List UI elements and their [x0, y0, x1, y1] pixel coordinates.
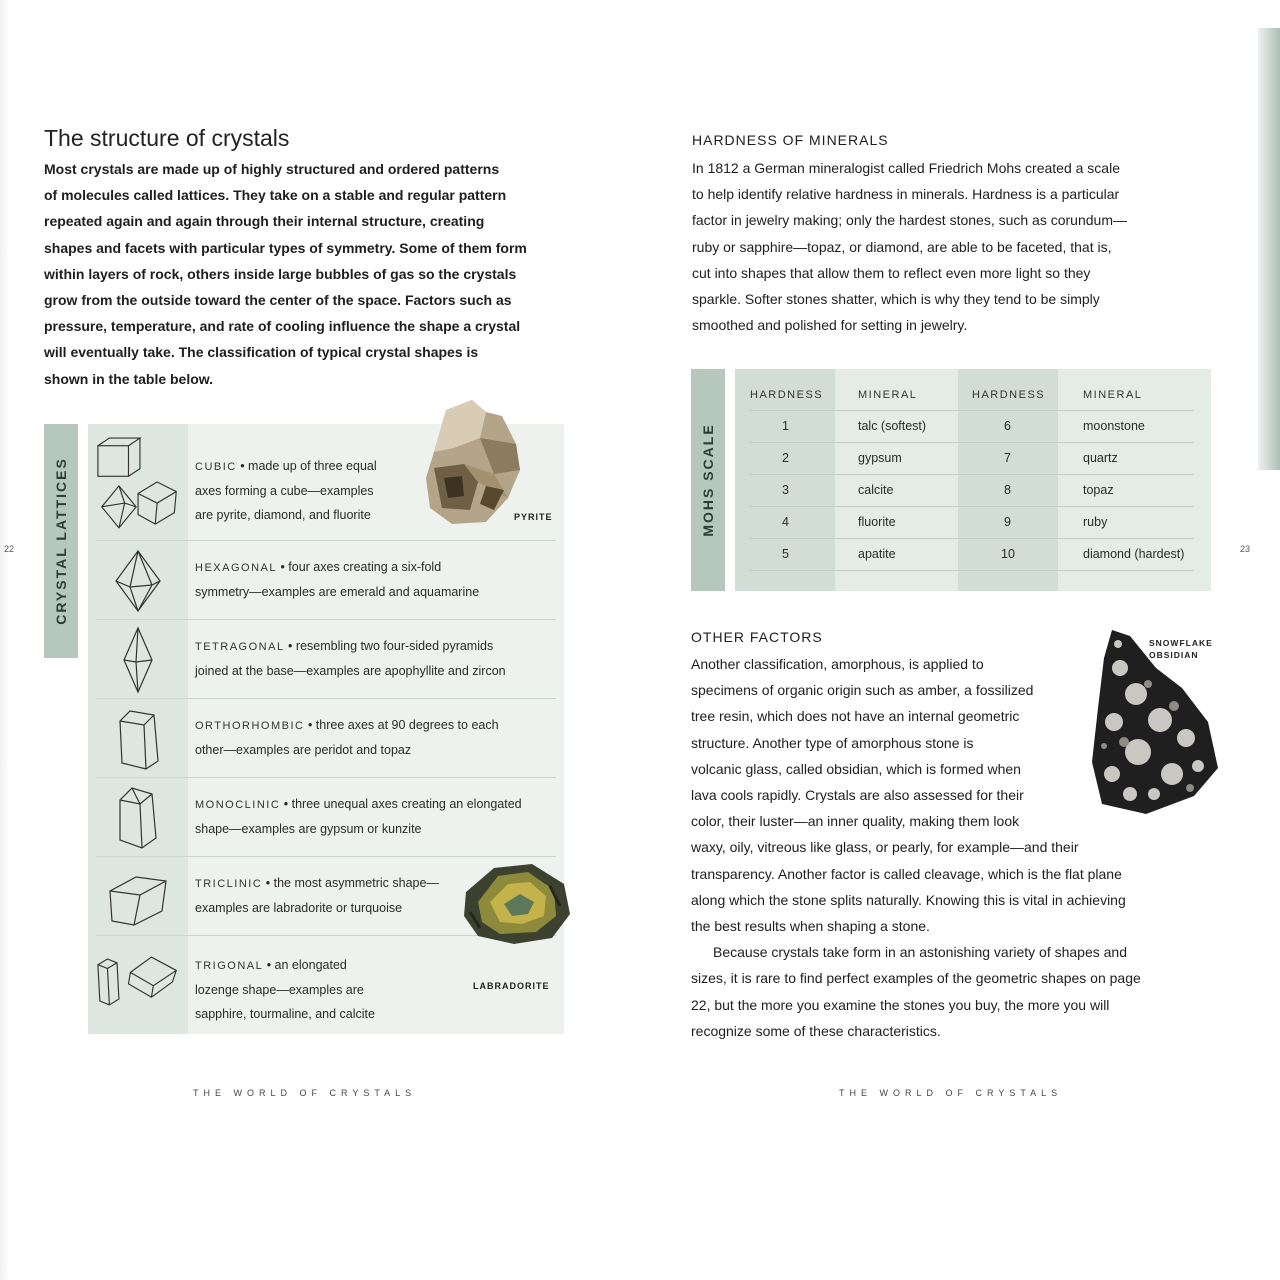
- mohs-cell: calcite: [858, 483, 894, 497]
- mohs-cell: 8: [1004, 483, 1011, 497]
- mohs-header: MINERAL: [858, 389, 918, 401]
- lattice-text: • three unequal axes creating an elongated: [280, 797, 522, 811]
- body-line: cut into shapes that allow them to reflect even more light so they: [692, 264, 1091, 281]
- mohs-scale-label: MOHS SCALE: [700, 423, 716, 537]
- mohs-cell: 1: [782, 419, 789, 433]
- mohs-cell: apatite: [858, 547, 896, 561]
- lattice-text: other—examples are peridot and topaz: [195, 743, 412, 757]
- left-page-edge: [0, 0, 10, 1280]
- lattice-desc-monoclinic: [195, 792, 522, 841]
- body-line: specimens of organic origin such as amber, a fossilized: [691, 682, 1034, 699]
- mohs-cell: quartz: [1083, 451, 1118, 465]
- mohs-cell: 2: [782, 451, 789, 465]
- mohs-cell: gypsum: [858, 451, 902, 465]
- body-line: factor in jewelry making; only the hardest stones, such as corundum—: [692, 212, 1127, 229]
- labradorite-label: LABRADORITE: [473, 981, 550, 991]
- monoclinic-shape-icon: [96, 786, 182, 850]
- intro-paragraph: [44, 156, 574, 392]
- mohs-cell: topaz: [1083, 483, 1114, 497]
- mohs-cell: 3: [782, 483, 789, 497]
- orthorhombic-shape-icon: [96, 707, 182, 771]
- lattice-term: TRIGONAL: [195, 960, 264, 972]
- trigonal-shape-icon: [96, 950, 182, 1010]
- body-line: recognize some of these characteristics.: [691, 1022, 941, 1039]
- intro-line: within layers of rock, others inside large bubbles of gas so the crystals: [44, 265, 517, 282]
- body-line: the best results when shaping a stone.: [691, 918, 930, 935]
- body-line: transparency. Another factor is called cleavage, which is the flat plane: [691, 865, 1122, 882]
- body-line: sizes, it is rare to find perfect examples of the geometric shapes on page: [691, 970, 1141, 987]
- mohs-cell: fluorite: [858, 515, 896, 529]
- tetragonal-shape-icon: [96, 626, 182, 694]
- body-line: along which the stone splits naturally. Knowing this is vital in achieving: [691, 891, 1126, 908]
- body-line: tree resin, which does not have an internal geometric: [691, 708, 1020, 725]
- intro-line: grow from the outside toward the center of the space. Factors such as: [44, 292, 512, 309]
- lattice-term: TETRAGONAL: [195, 641, 285, 653]
- lattice-desc-trigonal: [195, 953, 375, 1026]
- crystal-lattices-tab: [44, 424, 78, 658]
- mohs-cell: diamond (hardest): [1083, 547, 1185, 561]
- lattice-term: TRICLINIC: [195, 878, 263, 890]
- body-line: 22, but the more you examine the stones you buy, the more you will: [691, 996, 1110, 1013]
- body-line: lava cools rapidly. Crystals are also assessed for their: [691, 787, 1024, 804]
- other-factors-heading: OTHER FACTORS: [691, 629, 823, 645]
- lattice-term: HEXAGONAL: [195, 562, 277, 574]
- page-title: The structure of crystals: [44, 125, 290, 151]
- hardness-heading: HARDNESS OF MINERALS: [692, 132, 889, 148]
- pyrite-specimen-image: [424, 398, 524, 530]
- body-line: Another classification, amorphous, is applied to: [691, 656, 984, 672]
- body-line: color, their luster—an inner quality, making them look: [691, 813, 1020, 830]
- lattice-text: symmetry—examples are emerald and aquamarine: [195, 585, 480, 599]
- body-line: ruby or sapphire—topaz, or diamond, are able to be faceted, that is,: [692, 238, 1112, 255]
- lattice-text: lozenge shape—examples are: [195, 983, 364, 997]
- lattice-text: • four axes creating a six-fold: [276, 560, 442, 574]
- mohs-header: HARDNESS: [750, 389, 824, 401]
- body-line: Because crystals take form in an astonishing variety of shapes and: [713, 944, 1127, 961]
- intro-line: will eventually take. The classification of typical crystal shapes is: [44, 344, 479, 361]
- body-line: In 1812 a German mineralogist called Friedrich Mohs created a scale: [692, 160, 1120, 176]
- footer-right: THE WORLD OF CRYSTALS: [839, 1088, 1063, 1098]
- pyrite-label: PYRITE: [514, 512, 553, 522]
- lattice-text: are pyrite, diamond, and fluorite: [195, 508, 371, 522]
- lattice-text: shape—examples are gypsum or kunzite: [195, 822, 422, 836]
- body-line: smoothed and polished for setting in jewelry.: [692, 317, 968, 334]
- lattice-term: ORTHORHOMBIC: [195, 720, 305, 732]
- lattice-term: MONOCLINIC: [195, 799, 281, 811]
- lattice-row-monoclinic: [96, 778, 556, 857]
- specimen-label-line: SNOWFLAKE: [1149, 638, 1213, 648]
- lattice-text: examples are labradorite or turquoise: [195, 901, 403, 915]
- body-line: structure. Another type of amorphous stone is: [691, 734, 974, 751]
- page-number-left: 22: [4, 544, 15, 554]
- mohs-scale-tab: [691, 369, 725, 591]
- intro-line: shapes and facets with particular types of symmetry. Some of them form: [44, 239, 527, 256]
- snowflake-obsidian-label: [1149, 637, 1213, 661]
- intro-line: of molecules called lattices. They take on a stable and regular pattern: [44, 187, 507, 204]
- lattice-desc-orthorhombic: [195, 713, 499, 762]
- labradorite-specimen-image: [460, 862, 572, 946]
- lattice-text: sapphire, tourmaline, and calcite: [195, 1007, 375, 1021]
- lattice-desc-tetragonal: [195, 634, 506, 683]
- lattice-text: • resembling two four-sided pyramids: [284, 639, 494, 653]
- body-line: sparkle. Softer stones shatter, which is why they tend to be simply: [692, 291, 1100, 308]
- lattice-text: • the most asymmetric shape—: [262, 876, 439, 890]
- right-page-edge: [1258, 28, 1280, 470]
- mohs-header: MINERAL: [1083, 389, 1143, 401]
- intro-line: pressure, temperature, and rate of cooling influence the shape a crystal: [44, 318, 521, 335]
- body-line: to help identify relative hardness in minerals. Hardness is a particular: [692, 186, 1120, 203]
- triclinic-shape-icon: [96, 867, 182, 927]
- footer-left: THE WORLD OF CRYSTALS: [193, 1088, 417, 1098]
- mohs-cell: 9: [1004, 515, 1011, 529]
- lattice-row-tetragonal: [96, 620, 556, 699]
- body-line: volcanic glass, called obsidian, which is formed when: [691, 760, 1021, 777]
- lattice-text: • three axes at 90 degrees to each: [304, 718, 499, 732]
- intro-line: Most crystals are made up of highly structured and ordered patterns: [44, 161, 500, 177]
- lattice-row-orthorhombic: [96, 699, 556, 778]
- lattice-desc-triclinic: [195, 871, 439, 920]
- lattice-text: • made up of three equal: [236, 459, 377, 473]
- lattice-term: CUBIC: [195, 461, 237, 473]
- body-line: waxy, oily, vitreous like glass, or pearly, for example—and their: [691, 839, 1079, 856]
- intro-line: repeated again and again through their internal structure, creating: [44, 213, 485, 230]
- mohs-cell: 5: [782, 547, 789, 561]
- mohs-cell: 7: [1004, 451, 1011, 465]
- lattice-text: joined at the base—examples are apophyllite and zircon: [195, 664, 506, 678]
- intro-line: shown in the table below.: [44, 370, 214, 387]
- mohs-cell: talc (softest): [858, 419, 927, 433]
- lattice-text: axes forming a cube—examples: [195, 484, 374, 498]
- page-number-right: 23: [1240, 544, 1251, 554]
- cubic-shape-icon: [96, 430, 182, 535]
- mohs-cell: ruby: [1083, 515, 1108, 529]
- mohs-cell: 10: [1001, 547, 1015, 561]
- mohs-cell: 6: [1004, 419, 1011, 433]
- specimen-label-line: OBSIDIAN: [1149, 650, 1199, 660]
- lattice-text: • an elongated: [263, 958, 347, 972]
- mohs-header: HARDNESS: [972, 389, 1046, 401]
- mohs-cell: 4: [782, 515, 789, 529]
- lattice-desc-cubic: [195, 454, 377, 527]
- hardness-paragraph: [692, 155, 1212, 338]
- lattice-desc-hexagonal: [195, 555, 479, 604]
- mohs-cell: moonstone: [1083, 419, 1145, 433]
- hexagonal-shape-icon: [96, 549, 182, 613]
- crystal-lattices-label: CRYSTAL LATTICES: [53, 457, 69, 625]
- lattice-row-hexagonal: [96, 541, 556, 620]
